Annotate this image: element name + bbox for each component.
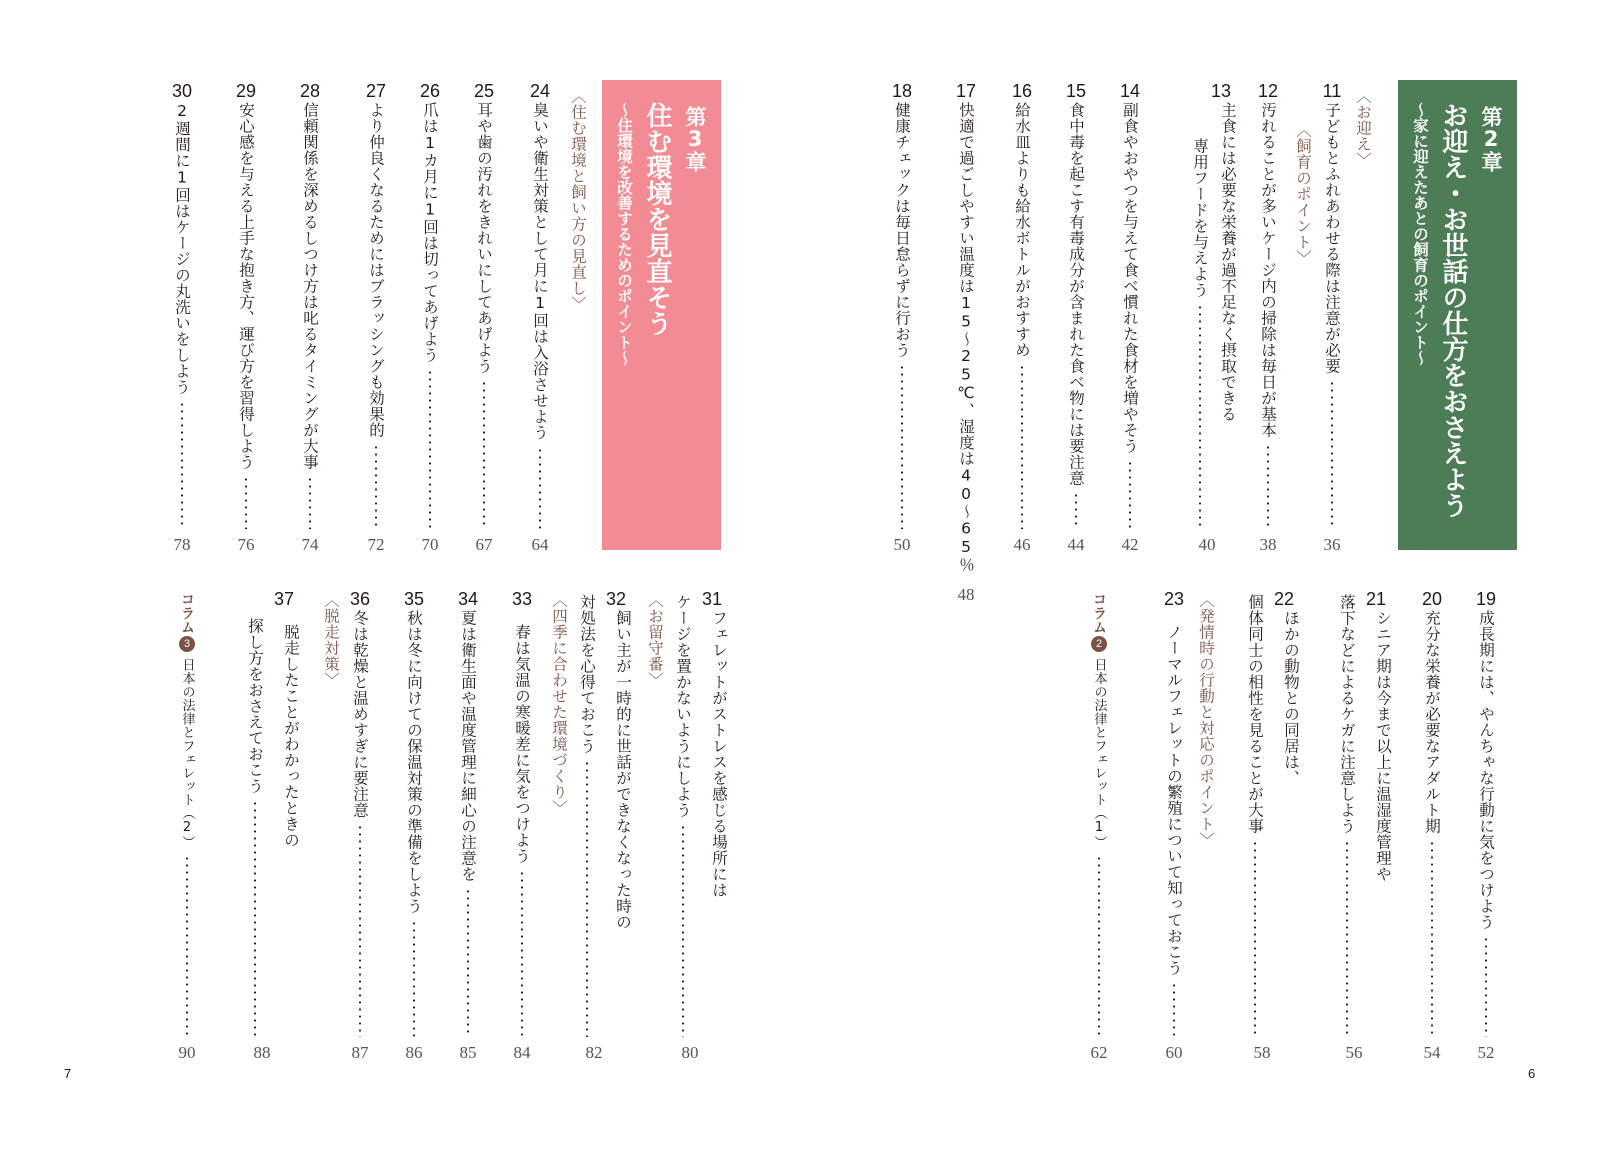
entry-page: 46 [1013, 535, 1031, 554]
entry-title: 子どもとふれあわせる際は注意が必要 [1323, 102, 1341, 374]
section-omukae: 〈お迎え〉 [1354, 88, 1372, 168]
entry-title-line-1: シニア期は今まで以上に温湿度管理や [1374, 610, 1392, 882]
entry-title: 汚れることが多いケージ内の掃除は毎日が基本 [1259, 102, 1277, 438]
entry-number: 27 [365, 81, 387, 101]
section-dasso: 〈脱走対策〉 [322, 592, 340, 688]
entry-page: 87 [351, 1043, 369, 1062]
entry-page: 70 [421, 535, 439, 554]
toc-entry-34[interactable] [448, 588, 488, 1063]
toc-entry-26[interactable] [410, 80, 450, 555]
entry-number: 17 [955, 81, 977, 101]
entry-number: 36 [349, 589, 371, 609]
entry-number: 32 [605, 589, 627, 609]
entry-number: 14 [1119, 81, 1141, 101]
toc-entry-20[interactable] [1412, 588, 1452, 1063]
toc-entry-21[interactable] [1334, 588, 1396, 1063]
chapter-2-label: 第2章 [1479, 106, 1503, 172]
toc-entry-19[interactable] [1466, 588, 1506, 1063]
toc-column-2[interactable] [1084, 592, 1114, 1063]
entry-number: 34 [457, 589, 479, 609]
entry-number: 31 [701, 589, 723, 609]
entry-page: 48 [957, 584, 975, 604]
entry-page: 85 [459, 1043, 477, 1062]
chapter-3-subtitle: ～住環境を改善するためのポイント～ [615, 102, 633, 366]
dot-leader [180, 401, 184, 529]
entry-title: 成長期には、やんちゃな行動に気をつけよう [1477, 610, 1495, 930]
entry-page: 78 [173, 535, 191, 554]
entry-title-line-1: ほかの動物との同居は、 [1282, 610, 1300, 786]
page-number-right: 6 [1528, 1066, 1536, 1081]
entry-page: 76 [237, 535, 255, 554]
dot-leader [308, 476, 312, 529]
entry-title: 充分な栄養が必要なアダルト期 [1423, 610, 1441, 834]
dot-leader [1266, 444, 1270, 529]
chapter-3-label: 第3章 [683, 106, 707, 172]
toc-entry-25[interactable] [464, 80, 504, 555]
entry-number: 16 [1011, 81, 1033, 101]
entry-number: 29 [235, 81, 257, 101]
dot-leader [244, 476, 248, 529]
entry-title-line-1: フェレットがストレスを感じる場所には [710, 610, 728, 898]
entry-page: 74 [301, 535, 319, 554]
entry-page: 54 [1423, 1043, 1441, 1062]
entry-title: 健康チェックは毎日怠らずに行おう [893, 102, 911, 358]
entry-number: 13 [1210, 81, 1232, 101]
entry-title: 秋は冬に向けての保温対策の準備をしよう [405, 610, 423, 914]
entry-title-line-2: 個体同士の相性を見ることが大事 [1246, 594, 1264, 834]
entry-title-line-1: 主食には必要な栄養が過不足なく摂取できる [1219, 102, 1237, 422]
toc-column-3[interactable] [172, 592, 202, 1063]
entry-number: 21 [1365, 589, 1387, 609]
column-page: 90 [178, 1043, 196, 1062]
entry-number: 26 [419, 81, 441, 101]
entry-title: 春は気温の寒暖差に気をつけよう [513, 624, 531, 864]
entry-number: 30 [171, 81, 193, 101]
column-number-badge: 3 [179, 636, 195, 652]
toc-entry-24[interactable] [520, 80, 560, 555]
toc-entry-16[interactable] [1002, 80, 1042, 555]
dot-leader [1074, 492, 1078, 529]
entry-title: 耳や歯の汚れをきれいにしてあげよう [475, 102, 493, 374]
entry-title: 安心感を与える上手な抱き方、運び方を習得しよう [237, 102, 255, 470]
toc-entry-11[interactable] [1312, 80, 1352, 555]
chapter-3-header [602, 80, 721, 550]
chapter-2-title: お迎え・お世話の仕方をおさえよう [1438, 102, 1468, 518]
toc-entry-37[interactable] [242, 588, 304, 1063]
toc-entry-27[interactable] [356, 80, 396, 555]
dot-leader [538, 447, 542, 530]
entry-page: 40 [1198, 535, 1216, 554]
entry-page: 64 [531, 535, 549, 554]
dot-leader [1172, 982, 1176, 1037]
dot-leader [412, 920, 416, 1037]
section-shiiku: 〈飼育のポイント〉 [1294, 122, 1312, 266]
section-orusuban: 〈お留守番〉 [646, 592, 664, 688]
entry-number: 12 [1257, 81, 1279, 101]
column-label: コラム [1091, 592, 1107, 634]
entry-title-line-1: 飼い主が一時的に世話ができなくなった時の [614, 610, 632, 930]
entry-page: 44 [1067, 535, 1085, 554]
chapter-3-title: 住む環境を見直そう [642, 102, 672, 336]
entry-title: 信頼関係を深めるしつけ方は叱るタイミングが大事 [301, 102, 319, 470]
entry-title: 2週間に1回はケージの丸洗いをしよう [173, 102, 191, 395]
entry-title-line-2: ケージを置かないようにしよう [674, 594, 692, 818]
section-hatsujo: 〈発情時の行動と対応のポイント〉 [1197, 592, 1215, 848]
toc-entry-14[interactable] [1110, 80, 1150, 555]
dot-leader [482, 380, 486, 529]
column-label: コラム [179, 592, 195, 634]
entry-page: 52 [1477, 1043, 1495, 1062]
entry-number: 37 [273, 589, 295, 609]
entry-page: 60 [1165, 1043, 1183, 1062]
toc-entry-23[interactable] [1154, 588, 1194, 1063]
entry-number: 11 [1322, 81, 1342, 101]
toc-entry-15[interactable] [1056, 80, 1096, 555]
entry-title-line-2: 専用フードを与えよう [1191, 138, 1209, 298]
entry-number: 33 [511, 589, 533, 609]
chapter-2-subtitle: ～家に迎えたあとの飼育のポイント～ [1411, 102, 1429, 366]
dot-leader [428, 369, 432, 529]
dot-leader [1345, 840, 1349, 1037]
entry-title: 副食やおやつを与えて食べ慣れた食材を増やそう [1121, 102, 1139, 454]
dot-leader [1430, 840, 1434, 1037]
entry-title-line-1: 脱走したことがわかったときの [282, 624, 300, 848]
dot-leader [1330, 380, 1334, 529]
dot-leader [185, 855, 189, 1037]
chapter-2-header [1398, 80, 1517, 550]
dot-leader [585, 760, 589, 1037]
entry-page: 36 [1323, 535, 1341, 554]
dot-leader [1097, 855, 1101, 1037]
entry-number: 22 [1273, 589, 1295, 609]
entry-page: 67 [475, 535, 493, 554]
toc-entry-28[interactable] [290, 80, 330, 555]
entry-title-line-2: 対処法を心得ておこう [578, 594, 596, 754]
entry-number: 15 [1065, 81, 1087, 101]
entry-number: 25 [473, 81, 495, 101]
entry-title: 食中毒を起こす有毒成分が含まれた食べ物には要注意 [1067, 102, 1085, 486]
toc-entry-36[interactable] [340, 588, 380, 1063]
toc-entry-29[interactable] [226, 80, 266, 555]
dot-leader [358, 824, 362, 1037]
entry-page: 72 [367, 535, 385, 554]
toc-entry-18[interactable] [882, 80, 922, 555]
entry-number: 35 [403, 589, 425, 609]
entry-title-line-2: 落下などによるケガに注意しよう [1338, 594, 1356, 834]
dot-leader [1128, 460, 1132, 529]
dot-leader [1484, 936, 1488, 1037]
toc-entry-22[interactable] [1242, 588, 1304, 1063]
column-number-badge: 2 [1091, 636, 1107, 652]
entry-title: 臭いや衛生対策として月に1回は入浴させよう [531, 102, 549, 441]
entry-number: 28 [299, 81, 321, 101]
dot-leader [520, 870, 524, 1037]
toc-entry-17[interactable] [946, 80, 986, 604]
entry-number: 20 [1421, 589, 1443, 609]
entry-title: 爪は1カ月に1回は切ってあげよう [421, 102, 439, 363]
column-page: 62 [1090, 1043, 1108, 1062]
page-number-left: 7 [64, 1066, 72, 1081]
entry-number: 23 [1163, 589, 1185, 609]
entry-number: 18 [891, 81, 913, 101]
toc-entry-33[interactable] [502, 588, 542, 1063]
entry-title: より仲良くなるためにはブラッシングも効果的 [367, 102, 385, 438]
section-shiki: 〈四季に合わせた環境づくり〉 [550, 592, 568, 816]
entry-number: 19 [1475, 589, 1497, 609]
toc-entry-31[interactable] [670, 588, 732, 1063]
dot-leader [1253, 840, 1257, 1037]
entry-title-line-2: 探し方をおさえておこう [246, 618, 264, 794]
toc-entry-35[interactable] [394, 588, 434, 1063]
toc-entry-13[interactable] [1192, 80, 1236, 555]
toc-entry-12[interactable] [1248, 80, 1288, 555]
toc-entry-30[interactable] [162, 80, 202, 555]
entry-title: 快適で過ごしやすい温度は15～25℃、湿度は40～65％ [957, 102, 975, 573]
dot-leader [466, 888, 470, 1037]
dot-leader [374, 444, 378, 529]
entry-page: 80 [681, 1043, 699, 1062]
entry-page: 82 [585, 1043, 603, 1062]
entry-number: 24 [529, 81, 551, 101]
dot-leader [1198, 304, 1202, 529]
entry-page: 86 [405, 1043, 423, 1062]
entry-page: 42 [1121, 535, 1139, 554]
dot-leader [681, 824, 685, 1037]
dot-leader [900, 364, 904, 529]
section-sumu: 〈住む環境と飼い方の見直し〉 [569, 88, 587, 312]
entry-page: 50 [893, 535, 911, 554]
dot-leader [253, 800, 257, 1037]
entry-title: 夏は衛生面や温度管理に細心の注意を [459, 610, 477, 882]
entry-title: 冬は乾燥と温めすぎに要注意 [351, 610, 369, 818]
entry-page: 56 [1345, 1043, 1363, 1062]
entry-page: 88 [253, 1043, 271, 1062]
column-title: 日本の法律とフェレット（1） [1091, 658, 1107, 849]
entry-page: 84 [513, 1043, 531, 1062]
column-title: 日本の法律とフェレット（2） [179, 658, 195, 849]
toc-entry-32[interactable] [574, 588, 636, 1063]
entry-page: 38 [1259, 535, 1277, 554]
entry-title: 給水皿よりも給水ボトルがおすすめ [1013, 102, 1031, 358]
entry-title: ノーマルフェレットの繁殖について知っておこう [1165, 624, 1183, 976]
entry-page: 58 [1253, 1043, 1271, 1062]
dot-leader [1020, 364, 1024, 529]
